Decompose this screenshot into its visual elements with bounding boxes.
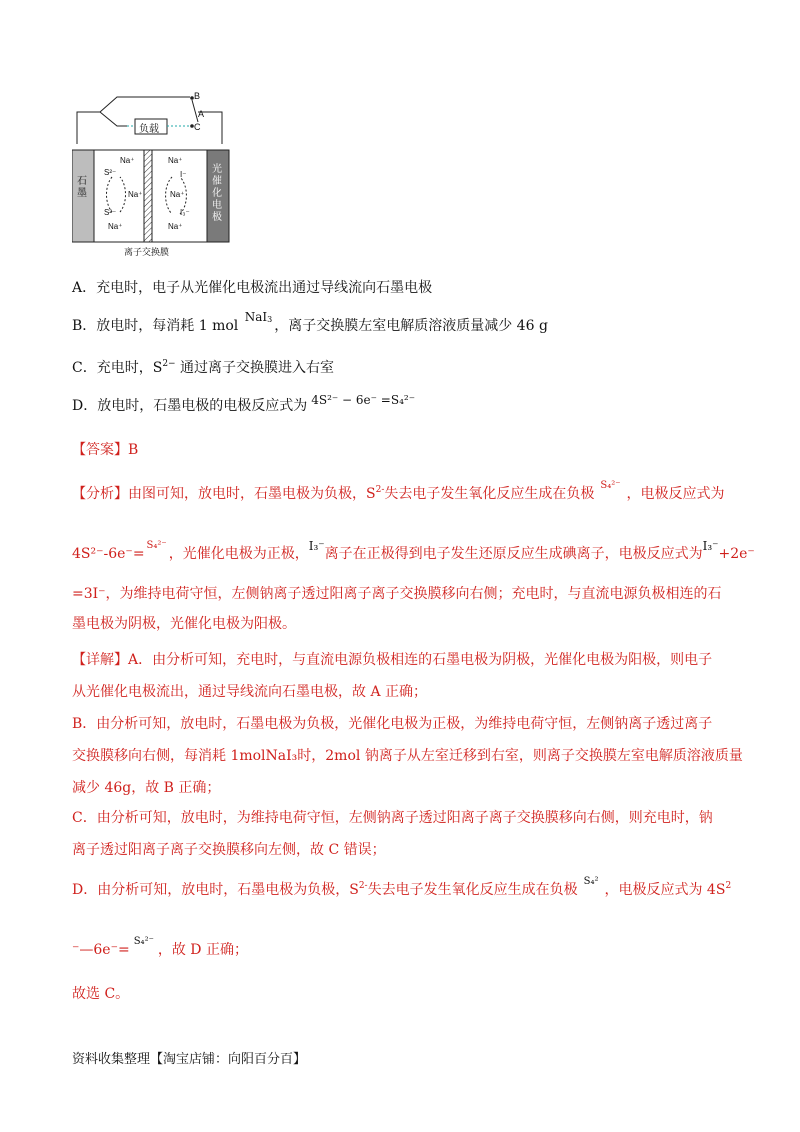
analysis-tag: 【分析】 <box>72 486 128 502</box>
option-b-pre: B．放电时，每消耗 1 mol <box>72 318 243 334</box>
analysis-line-2 <box>72 539 755 566</box>
detail-l8-sup: 2- <box>358 881 368 891</box>
analysis-line-1 <box>72 480 725 506</box>
detail-line-10: 故选 C。 <box>72 986 130 1002</box>
answer: 【答案】B <box>72 442 139 458</box>
analysis-l2-frac: S₄²⁻ <box>146 540 167 551</box>
analysis-l2-i3b: I₃⁻ <box>702 539 719 553</box>
option-d-equation: 4S²⁻ − 6e⁻ =S₄²⁻ <box>311 393 416 407</box>
detail-l9-b: ，故 D 正确； <box>157 942 248 958</box>
terminal-a-label: A <box>198 109 205 119</box>
detail-line-6: C．由分析可知，放电时，为维持电荷守恒，左侧钠离子透过阳离子离子交换膜移向右侧，则充电时，钠 <box>72 810 713 826</box>
detail-l8-b: 失去电子发生氧化反应生成在负极 <box>367 882 578 898</box>
detail-l8-sup2: 2 <box>725 881 732 891</box>
graphite-electrode-label: 石墨 <box>77 176 87 199</box>
analysis-l2-i3: I₃⁻ <box>308 539 325 553</box>
left-species-1: Na⁺ <box>120 156 135 165</box>
analysis-line-3: =3I⁻，为维持电荷守恒，左侧钠离子透过阳离子离子交换膜移向右侧；充电时，与直流电源负极相连的石 <box>72 586 722 602</box>
photocatalytic-electrode-label: 光催化电极 <box>212 164 222 223</box>
right-species-3: Na⁺ <box>170 190 185 199</box>
option-a: A．充电时，电子从光催化电极流出通过导线流向石墨电极 <box>72 280 433 296</box>
terminal-b-label: B <box>194 91 201 101</box>
detail-line-9 <box>72 936 248 962</box>
right-species-5: Na⁺ <box>168 222 183 231</box>
option-b-formula-text: NaI <box>244 310 268 324</box>
left-species-5: Na⁺ <box>108 222 123 231</box>
detail-line-1: 【详解】A．由分析可知，充电时，与直流电源负极相连的石墨电极为阴极，光催化电极为阳极，则电子 <box>72 652 713 668</box>
analysis-l1-sup: 2- <box>375 485 385 495</box>
left-species-3: S²⁻ <box>104 208 117 217</box>
detail-l8-c: ，电极反应式为 4S <box>604 882 726 898</box>
option-c-sup: 2− <box>162 359 176 369</box>
electrochemical-cell-diagram <box>72 92 242 260</box>
analysis-l1-a: 由图可知，放电时，石墨电极为负极，S <box>128 486 376 502</box>
analysis-l1-c: ，电极反应式为 <box>626 486 725 502</box>
left-species-4: Na⁺ <box>128 190 143 199</box>
analysis-l1-b: 失去电子发生氧化反应生成在负极 <box>384 486 595 502</box>
option-b-formula-sub: 3 <box>267 315 273 324</box>
option-b-formula <box>245 310 273 324</box>
option-c-post: 通过离子交换膜进入右室 <box>175 360 335 376</box>
footer-source: 资料收集整理【淘宝店铺：向阳百分百】 <box>72 1051 307 1066</box>
option-d-pre: D．放电时，石墨电极的电极反应式为 <box>72 398 308 414</box>
right-species-1: Na⁺ <box>168 156 183 165</box>
analysis-line-4: 墨电极为阴极，光催化电极为阳极。 <box>72 616 296 632</box>
detail-l8-a: D．由分析可知，放电时，石墨电极为负极，S <box>72 882 359 898</box>
analysis-l1-frac: S₄²⁻ <box>600 480 621 491</box>
right-species-4: I₃⁻ <box>180 208 190 217</box>
load-label: 负载 <box>139 124 159 135</box>
detail-line-8 <box>72 876 732 902</box>
detail-line-3: B．由分析可知，放电时，石墨电极为负极，光催化电极为正极，为维持电荷守恒，左侧钠离子透过离子 <box>72 716 713 732</box>
option-c-pre: C．充电时，S <box>72 360 163 376</box>
analysis-l2-a: 4S²⁻-6e⁻= <box>72 546 145 562</box>
analysis-l2-c: 离子在正极得到电子发生还原反应生成碘离子，电极反应式为 <box>324 546 703 562</box>
detail-line-2: 从光催化电极流出，通过导线流向石墨电极，故 A 正确； <box>72 684 428 700</box>
membrane-label: 离子交换膜 <box>124 248 170 258</box>
detail-line-5: 减少 46g，故 B 正确； <box>72 780 221 796</box>
detail-l8-frac: S₄² <box>583 876 599 887</box>
detail-l9-frac: S₄²⁻ <box>133 936 154 947</box>
option-b <box>72 310 548 336</box>
right-species-2: I⁻ <box>180 170 187 179</box>
option-d <box>72 393 416 416</box>
analysis-l2-d: +2e⁻ <box>718 546 755 562</box>
detail-line-7: 离子透过阳离子离子交换膜移向左侧，故 C 错误； <box>72 842 386 858</box>
option-b-post: ，离子交换膜左室电解质溶液质量减少 46 g <box>274 318 548 334</box>
detail-l9-a: ⁻—6e⁻= <box>72 942 130 958</box>
terminal-c-label: C <box>194 122 201 132</box>
analysis-l2-b: ，光催化电极为正极， <box>168 546 309 562</box>
left-species-2: S²⁻ <box>104 168 117 177</box>
option-c <box>72 358 334 378</box>
detail-line-4: 交换膜移向右侧，每消耗 1molNaI₃时，2mol 钠离子从左室迁移到右室，则离子交换膜左室电解质溶液质量 <box>72 748 743 764</box>
